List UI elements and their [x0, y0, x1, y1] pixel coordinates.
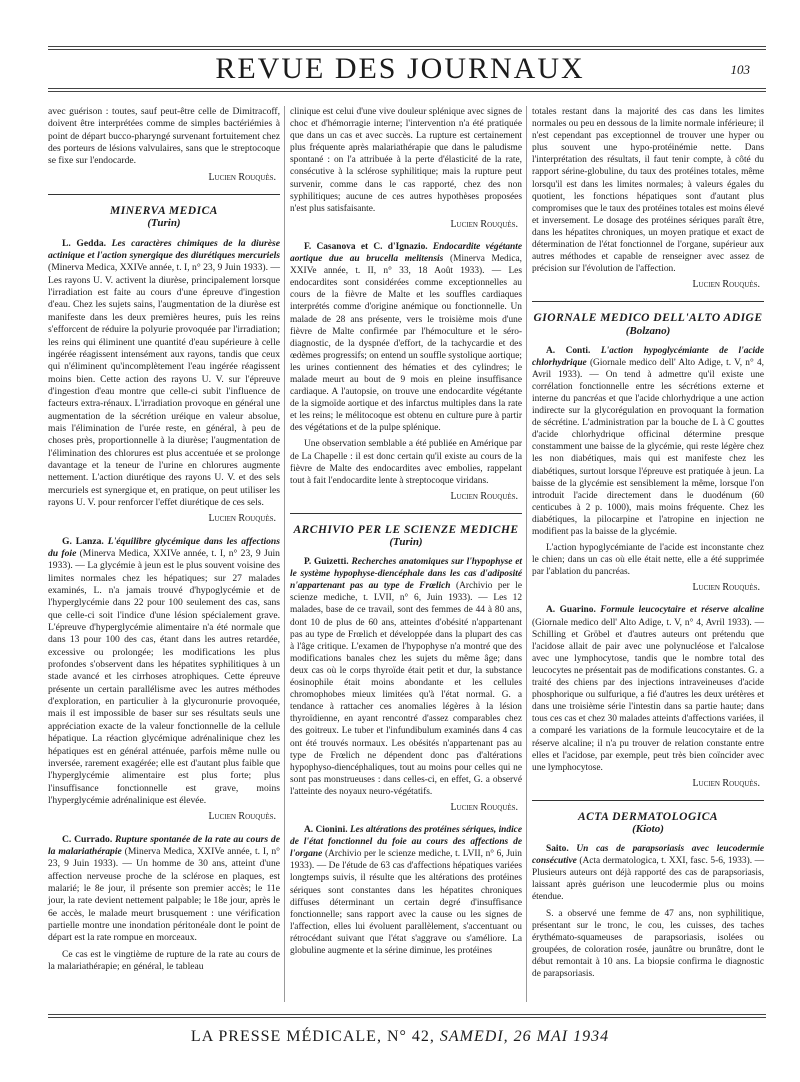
article: [48, 834, 280, 945]
paragraph: Une observation semblable a été publiée en Amérique par de La Chapelle : il est donc certain qu'il existe au cours de la fièvre de Malte des endocardites avec embolies, rappelant tout à fait l'endocardite lente à streptocoque viridans.: [290, 439, 522, 486]
paragraph: totales restant dans la majorité des cas dans les limites normales ou peu en dessous de la limite normale inférieure; il n'est cependant pas exceptionnel de trouver une hyper ou plus souvent une hypo-protéinémie nette. Dans l'interprétation des résultats, il faut tenir compte, à côté du rapport sérine-globuline, du taux des protéines totales, même lorsqu'il est dans les limites normales; à valeurs égales du quotient, les fonctions hépatiques sont d'autant plus compromises que le taux des protéines totales est moins élevé et inversement. Le dosage des protéines sériques paraît être, dans les hépatites chroniques, un moyen pratique et exact de détermination de l'état fonctionnel de l'organe, supérieur aux autres méthodes et capable de renseigner avec assez de précision sur l'évolution de l'affection.: [532, 107, 764, 275]
article-reference: (Archivio per le scienze mediche, t. LVII, n° 6, Juin 1933).: [290, 581, 522, 604]
section-heading: GIORNALE MEDICO DELL'ALTO ADIGE: [533, 312, 763, 325]
column-1: [48, 106, 280, 977]
paragraph: Ce cas est le vingtième de rupture de la rate au cours de la malariathérapie; en général, le tableau: [48, 948, 280, 972]
signature: Lucien Rouquès.: [450, 218, 518, 230]
paragraph: L'action hypoglycémiante de l'acide est inconstante chez le chien; dans un cas où elle était nette, elle a été supprimée par l'ablation du pancréas.: [532, 543, 764, 578]
article-body: — Les endocardites sont considérées comme exceptionnelles au cours de la fièvre de Malte et les souffles cardiaques interprétés comme d'origine anémique ou fonctionnelle. Un malade de 28 ans présente, vers le troisième mois d'une fièvre de Malte confirmée par l'hémoculture et le séro-diagnostic, de la dyspnée d'effort, de la tachycardie et des œdèmes progressifs; on entend un souffle systolique aortique; les urines contiennent des hématies et des cylindres; le malade meurt au bout de 9 mois en pleine insuffisance cardiaque. A l'autopsie, on trouve une endocardite végétante de la sigmoïde aortique et des infarctus multiples dans la rate et les reins; le mélitocoque est obtenu en culture pure à partir des végétations et de la pulpe splénique.: [290, 266, 522, 434]
article-reference: (Giornale medico dell' Alto Adige, t. V, n° 4, Avril 1933).: [532, 617, 752, 628]
footer-date: SAMEDI, 26 MAI 1934: [439, 1028, 610, 1045]
article-author: A. Conti.: [546, 345, 591, 356]
article: [290, 241, 522, 435]
article: [290, 824, 522, 957]
article-body: — Schilling et Gröbel et d'autres auteurs ont prétendu que l'acidose allait de pair avec une polynucléose et l'alcalose avec une lymphocytose, tandis que le nombre total des leucocytes ne présentait pas de modifications constantes. G. a traité des chiens par des injections intraveineuses d'acide phosphorique ou sulfurique, a fié d'autres les deux urétères et dans une troisième série l'intestin dans sa partie haute; dans tous ces cas et chez 30 malades atteints d'affections variées, il a comparé les variations de la formule leucocytaire et de la réserve alcaline; il n'a pu trouver de relation constante entre elles et l'acidose, par exemple, peut très bien coïncider avec une lymphocytose.: [532, 617, 765, 773]
article-title: Endocardite végétante aortique due au brucella melitensis: [290, 241, 523, 265]
article: [48, 536, 280, 808]
article-reference: (Minerva Medica, XXIVe année, t. I, n° 23, 9 Juin 1933).: [48, 262, 268, 274]
signature: Lucien Rouquès.: [208, 171, 276, 183]
article-title: L'équilibre glycémique dans les affections du foie: [48, 535, 280, 559]
article: [532, 604, 764, 773]
article-reference: (Giornale medico dell' Alto Adige, t. V, n° 4, Avril 1933).: [532, 357, 764, 380]
section-heading: ACTA DERMATOLOGICA: [577, 810, 719, 823]
article-title: Recherches anatomiques sur l'hypophyse et le système hypophyse-diencéphale dans les cas d'adiposité n'appartenant pas au type de Frœlich: [290, 557, 522, 592]
article-reference: (Minerva Medica, XXIVe année, t. I, n° 23, 9 Juin 1933).: [48, 548, 280, 572]
article: [532, 345, 764, 539]
article: [290, 556, 522, 798]
section-city: (Bolzano): [625, 324, 671, 337]
article-body: — Un homme de 30 ans, atteint d'une affection nerveuse proche de la sclérose en plaques, est malarié; le 8e jour, il présente son premier accès; le 11e jour, la rate devient nettement palpable; le 18e jour, après le 6e accès, le malade meurt brusquement : une vérification partielle montre une inondation péritonéale dont le point de départ est la rate rompue en morceaux.: [48, 858, 281, 944]
article-body: — Plusieurs auteurs ont déjà rapporté des cas de parapsoriasis, laissant après guérison une leucodermie plus ou moins étendue.: [532, 856, 765, 903]
article-body: — De l'étude de 63 cas d'affections hépatiques variées longtemps suivis, il résulte que les altérations des protéines sériques sont constantes dans les hépatites chroniques diffuses déterminant un certain degré d'insuffisance fonctionnelle; sans rapport avec la cause ou les signes de l'affection, elles lui évoluent parallèlement, s'accentuant ou rétrocédant suivant que l'état s'aggrave ou s'améliore. La globuline augmente et la sérine diminue, les protéines: [290, 861, 522, 956]
section-divider: [532, 800, 764, 801]
signature: Lucien Rouquès.: [692, 279, 760, 291]
article: [532, 843, 764, 903]
page-number: 103: [730, 62, 750, 77]
article-title: Rupture spontanée de la rate au cours de la malariathérapie: [48, 833, 280, 857]
article-author: L. Gedda.: [62, 237, 107, 249]
article-reference: (Minerva Medica, XXIVe année, t. II, n° 33, 18 Août 1933).: [290, 254, 523, 277]
article-author: A. Guarino.: [546, 605, 596, 616]
section-heading: ARCHIVIO PER LE SCIENZE MEDICHE: [293, 523, 519, 536]
signature: Lucien Rouquès.: [208, 811, 276, 823]
column-3: [532, 106, 764, 984]
signature: Lucien Rouquès.: [692, 777, 760, 789]
article-author: A. Cionini.: [304, 825, 348, 836]
article-body: — On tend à admettre qu'il existe une corrélation fonctionnelle entre les sécrétions externe et interne du pancréas et que l'acide chlorhydrique a une action indirecte sur la glycorégulation en provoquant la formation de sécrétine. L'administration par la bouche de L à C gouttes d'acide chlorhydrique officinal détermine presque constamment une baisse de la glycémie, qui reste légère chez les non diabétiques, mais qui est manifeste chez les diabétiques, surtout lorsque l'épreuve est pratiquée à jeun. La baisse de la glycémie est sensiblement la même, lorsque l'on introduit l'acide directement dans le duodénum (60 centicubes à 2 p. 1000), mais moins fréquente. Chez les diabétiques, la pilocarpine et l'atropine en injection ne modifient pas la baisse de la glycémie.: [532, 369, 765, 537]
header-rule-top: [48, 46, 766, 50]
article-title: Les altérations des protéines sériques, indice de l'état fonctionnel du foie au cours des affections de l'organe: [290, 825, 522, 860]
article-title: L'action hypoglycémiante de l'acide chlorhydrique: [532, 345, 765, 368]
article-reference: (Archivio per le scienze mediche, t. LVII, n° 6, Juin 1933).: [290, 849, 522, 872]
paragraph: avec guérison : toutes, sauf peut-être celle de Dimitracoff, doivent être interprétées comme de simples bactériémies à point de départ bucco-pharyngé survenant fortuitement chez des porteurs de lésions valvulaires, sans que le streptocoque se fixe sur l'endocarde.: [48, 106, 280, 167]
column-divider: [526, 106, 527, 1002]
article-author: G. Lanza.: [62, 535, 104, 547]
article-reference: (Acta dermatologica, t. XXI, fasc. 5-6, 1933).: [579, 856, 753, 867]
section-city: (Turin): [147, 217, 181, 230]
signature: Lucien Rouquès.: [450, 801, 518, 813]
signature: Lucien Rouquès.: [208, 513, 276, 525]
article: [48, 238, 280, 510]
article-author: C. Currado.: [62, 833, 113, 845]
section-divider: [532, 301, 764, 302]
header-rule-bottom: [48, 88, 766, 92]
article-author: F. Casanova et C. d'Ignazio.: [304, 241, 428, 252]
section-heading: MINERVA MEDICA: [110, 205, 218, 218]
article-title: Les caractères chimiques de la diurèse actinique et l'action synergique des diurétiques mercuriels: [48, 237, 280, 262]
paragraph: clinique est celui d'une vive douleur splénique avec signes de choc et d'hémorragie interne; l'intervention n'a été pratiquée que dans un cas et avec succès. La rupture est certainement plus fréquente après malariathérapie que dans le paludisme spontané : on l'a attribuée à la perte d'élasticité de la rate, consécutive à la sclérose syphilitique; mais la rupture peut survenir, comme dans le cas rapporté, chez des non syphilitiques; aucune de ces autres hypothèses proposées n'est plus satisfaisante.: [290, 107, 522, 214]
section-divider: [290, 513, 522, 514]
page-title: REVUE DES JOURNAUX: [215, 52, 585, 85]
footer-rule: [48, 1014, 766, 1018]
section-divider: [48, 194, 280, 195]
article-body: — Les rayons U. V. activent la diurèse, principalement lorsque l'irradiation est faite au cours d'une épreuve d'ingestion d'eau. Chez les sujets sains, l'augmentation de la diurèse est manifeste dans les deux premières heures, puis les reins s'efforcent de réduire la polyurie provoquée par l'irradiation; les reins qui éliminent une quantité d'eau supérieure à celle ingérée réagissent intensément aux rayons, tandis que ceux qui n'éliminent qu'incomplètement l'eau ingérée réagissent moins bien. Cette action des rayons U. V. sur l'épreuve d'ingestion d'eau montre que celle-ci subit l'influence de facteurs extra-rénaux. L'irradiation provoque en général une augmentation de la sécrétion uréique en valeur absolue, mais l'élimination de l'urée reste, en général, à peu de choses près, proportionnelle à la diurèse; l'augmentation de l'élimination des chlorures est plus accentuée et se prolonge davantage et la teneur de l'urine en chlorures augmente nettement. L'action diurétique des rayons U. V. et des sels mercuriels est synergique et, en pratique, on peut utiliser les rayons U. V. pour renforcer l'effet diurétique de ces sels.: [48, 262, 280, 508]
column-divider: [284, 106, 285, 1002]
page-footer: [0, 1028, 800, 1046]
column-2: [290, 106, 522, 961]
paragraph: S. a observé une femme de 47 ans, non syphilitique, présentant sur le tronc, le cou, les cuisses, des taches érythémato-squameuses de parapsoriasis, isolées ou groupées, de coloration rosée, jaunâtre ou brunâtre, dont le début remontait à 10 ans. La biopsie confirma le diagnostic de parapsoriasis.: [532, 908, 764, 979]
article-body: — Les 12 malades, base de ce travail, sont des femmes de 44 à 80 ans, dont 10 de plus de 60 ans, atteintes d'obésité n'appartenant pas au type de Frœlich et développée dans la plupart des cas à l'âge critique. L'examen de l'hypophyse n'a montré que des modifications banales chez les sujets du même âge; dans deux cas où le corps thyroïde était petit et dur, la substance éosinophile était moins abondante et les cellules chromophobes mieux limitées qu'à l'état normal. G. a tendance à rattacher ces anomalies légères à la lésion thyroïdienne, en ayant rencontré d'assez comparables chez des goitreux. Le tuber et l'infundibulum examinés dans 4 cas ont été trouvés normaux. Les obésités n'appartenant pas au type de Frœlich ne dépendent donc pas d'altérations hypophyso-diencéphaliques, tout au moins pour celles qui ne sont pas monstrueuses : dans celles-ci, en effet, G. a observé l'atteinte des noyaux neuro-végétatifs.: [290, 593, 523, 797]
article-body: — La glycémie à jeun est le plus souvent voisine des limites normales chez les hépatiques; sur 27 malades examinés, L. n'a jamais trouvé d'hypoglycémie et de l'hyperglycémie dans 22 pour 100 seulement des cas, sans que celle-ci soit l'indice d'une lésion spécialement grave. L'épreuve d'hyperglycémie alimentaire n'a été normale que dans 13 pour 100 des cas, étant dans les autres retardée, excessive ou prolongée; les modifications les plus profondes s'observent dans les hépatites syphilitiques à un stade avancé et les cirrhoses atrophiques. Cette épreuve présente un certain parallélisme avec les autres méthodes d'exploration, en particulier à la glycuronurie provoquée, mais il est impossible de baser sur ses résultats seuls une appréciation exacte de la valeur fonctionnelle de la cellule hépatique. La réaction glycémique adrénalinique chez les hépatiques est en général atténuée, parfois même nulle ou inversée, rarement exagérée; elle est d'autant plus faible que l'hyperglycémie alimentaire est plus forte; plus l'insuffisance fonctionnelle est grave, moins l'hyperglycémie adrénalinique est élevée.: [48, 560, 280, 806]
signature: Lucien Rouquès.: [450, 490, 518, 502]
article-author: Saito.: [546, 844, 569, 855]
section-city: (Turin): [389, 536, 423, 548]
footer-journal: LA PRESSE MÉDICALE, N° 42,: [190, 1028, 435, 1045]
signature: Lucien Rouquès.: [692, 582, 760, 594]
section-city: (Kioto): [632, 822, 664, 835]
article-title: Formule leucocytaire et réserve alcaline: [600, 605, 764, 616]
article-reference: (Minerva Medica, XXIVe année, t. I, n° 23, 9 Juin 1933).: [48, 845, 280, 870]
article-author: P. Guizetti.: [304, 557, 349, 568]
article-title: Un cas de parapsoriasis avec leucodermie consécutive: [532, 844, 765, 867]
